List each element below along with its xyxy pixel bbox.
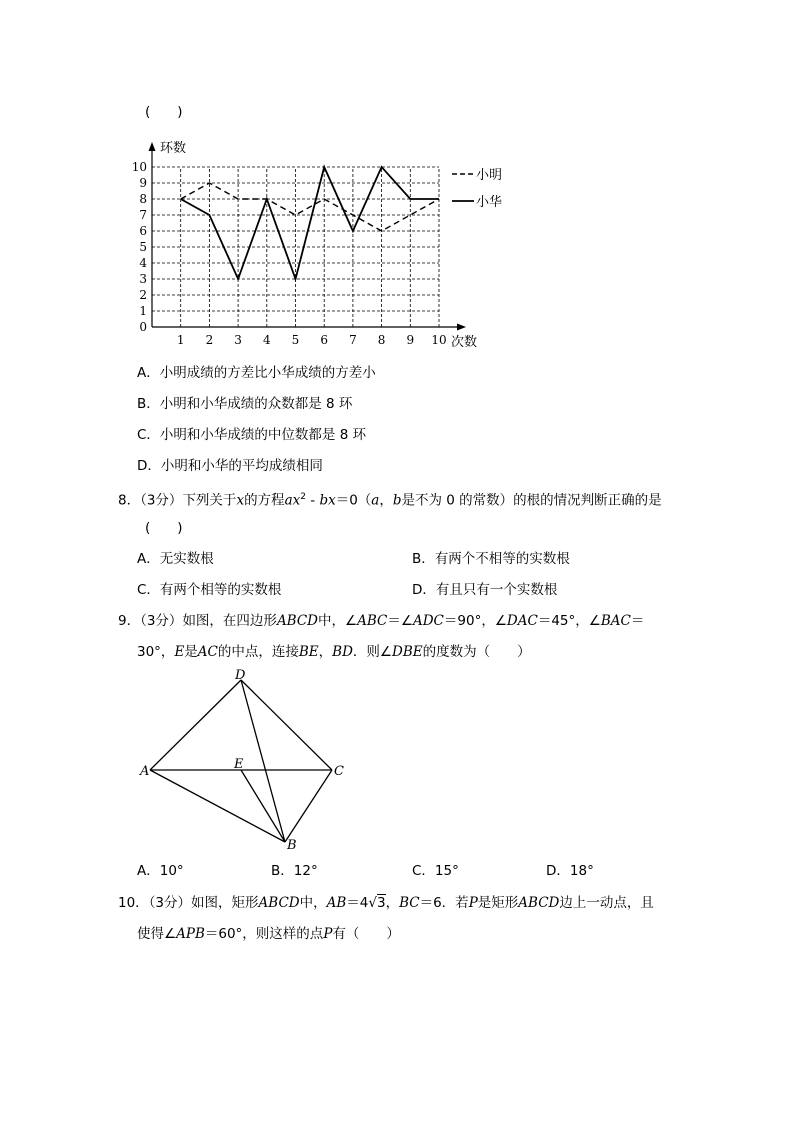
q9-option-c: C．15° [412,863,459,879]
q9-stem-line1 [118,612,644,630]
q10-text: 中， [299,895,327,911]
q9-text: ＝90°，∠ [443,613,507,629]
sqrt-radicand: 3 [376,895,386,911]
q10-score: （3分） [148,895,192,911]
legend-label: 小华 [476,195,503,210]
q8-option-a: A．无实数根 [137,551,214,567]
sqrt-symbol: √ [368,895,377,911]
q8-answer-bracket: ( ) [145,520,183,536]
line-chart [0,125,794,485]
x-tick-label: 1 [176,333,185,347]
x-axis-title: 次数 [451,335,478,350]
y-axis-title: 环数 [160,141,187,156]
q9-text: 的中点，连接 [217,644,299,660]
quadrilateral-figure [0,660,794,860]
q8-text: 的方程 [244,492,285,509]
q10-text: 是矩形 [477,895,519,911]
chart-grid [152,167,439,327]
q8-text: ， [379,492,393,509]
q10-var: ABCD [258,895,300,911]
q8-exponent: 2 [300,492,306,502]
y-axis-arrow [149,142,156,151]
legend-label: 小明 [476,168,503,183]
q9-option-d: D．18° [546,863,594,879]
q10-text: 边上一动点，且 [559,895,654,911]
x-tick-label: 9 [406,333,415,347]
q8-var: a [371,492,380,509]
q10-var: ABCD [518,895,560,911]
y-tick-label: 10 [131,160,147,174]
q8-text: 是不为 0 的常数）的根的情况判断正确的是 [401,492,662,509]
x-axis-arrow [457,324,466,331]
chart-labels [132,140,502,350]
q10-text: ＝60°，则这样的点 [204,926,324,942]
q9-option-a: A．10° [137,863,184,879]
point-label-c: C [334,764,344,779]
q8-equation: ＝0（ [335,492,372,509]
x-tick-label: 5 [291,333,300,347]
segment-DB [241,680,285,842]
q9-text: 是 [184,644,198,660]
q10-text: ， [385,895,400,911]
q10-stem-line2 [137,925,400,943]
q9-number: 9． [118,613,141,629]
q9-var: BE [298,644,319,660]
q7-option-d: D．小明和小华的平均成绩相同 [137,458,323,474]
q10-var: BC [399,895,420,911]
segment-EB [241,770,285,842]
y-tick-label: 4 [139,256,147,270]
q10-text: 使得∠ [137,926,177,942]
q8-option-c: C．有两个相等的实数根 [137,582,282,598]
y-tick-label: 5 [139,240,147,254]
x-tick-label: 8 [377,333,386,347]
q9-text: 如图，在四边形 [182,613,277,629]
q10-var: P [323,926,333,942]
segment-DC [241,680,332,770]
q9-text: ．则∠ [352,644,393,660]
point-label-b: B [287,838,297,853]
q9-text: 中，∠ [318,613,358,629]
q9-text: 30°， [137,644,175,660]
segment-CB [285,770,332,842]
q10-text: 如图，矩形 [191,895,259,911]
q8-score: （3分） [140,492,183,509]
y-tick-label: 8 [139,192,147,206]
q9-option-b: B．12° [271,863,318,879]
q9-text: 的度数为（ ） [422,644,531,660]
q8-var: b [392,492,402,509]
q8-option-d: D．有且只有一个实数根 [412,582,558,598]
y-tick-label: 0 [139,320,147,334]
q9-var: DBE [392,644,423,660]
q9-text: ， [318,644,333,660]
q9-var: E [174,644,185,660]
q10-var: AB [326,895,347,911]
q7-option-a: A．小明成绩的方差比小华成绩的方差小 [137,365,376,381]
x-tick-label: 2 [205,333,214,347]
x-tick-label: 6 [320,333,329,347]
q8-text: 下列关于 [182,492,237,509]
q7-option-b: B．小明和小华成绩的众数都是 8 环 [137,396,353,412]
y-tick-label: 2 [139,288,147,302]
y-tick-label: 3 [139,272,147,286]
y-tick-label: 1 [139,304,147,318]
q9-stem-line2 [137,643,531,661]
series-line-xiaohua [181,167,439,279]
q10-stem-line1 [118,894,654,912]
q9-var: ABCD [276,613,319,629]
q8-option-b: B．有两个不相等的实数根 [412,551,570,567]
q9-var: AC [197,644,218,660]
q8-equation: ax [284,492,301,509]
point-label-d: D [235,668,246,683]
q7-option-c: C．小明和小华成绩的中位数都是 8 环 [137,427,367,443]
x-tick-label: 10 [431,333,447,347]
q8-equation: bx [319,492,336,509]
q10-var: APB [176,926,205,942]
point-label-a: A [140,764,150,779]
q10-var: P [468,895,478,911]
x-tick-label: 3 [234,333,242,347]
chart-series [181,167,439,279]
q10-text: ＝6．若 [419,895,469,911]
q9-var: ADC [412,613,444,629]
q8-number: 8． [118,492,141,509]
q9-var: BAC [600,613,631,629]
q10-text: 有（ ） [332,926,400,942]
segment-BA [150,770,285,842]
y-tick-label: 7 [139,208,147,222]
q8-equation: - [305,492,320,509]
q9-score: （3分） [140,613,183,629]
q8-stem [118,488,662,510]
q10-text: ＝4 [346,895,369,911]
q9-text: ＝45°，∠ [537,613,601,629]
x-tick-label: 7 [349,333,357,347]
q9-text: ＝∠ [387,613,413,629]
segment-AD [150,680,241,770]
point-label-e: E [234,757,244,772]
x-tick-label: 4 [262,333,271,347]
q9-var: DAC [506,613,538,629]
q9-var: ABC [357,613,388,629]
q7-answer-bracket: ( ) [145,104,183,120]
y-tick-label: 9 [139,176,147,190]
q8-var: x [236,492,245,509]
y-tick-label: 6 [139,224,147,238]
q10-number: 10． [118,895,149,911]
q9-var: BD [332,644,353,660]
q9-text: ＝ [630,613,645,629]
